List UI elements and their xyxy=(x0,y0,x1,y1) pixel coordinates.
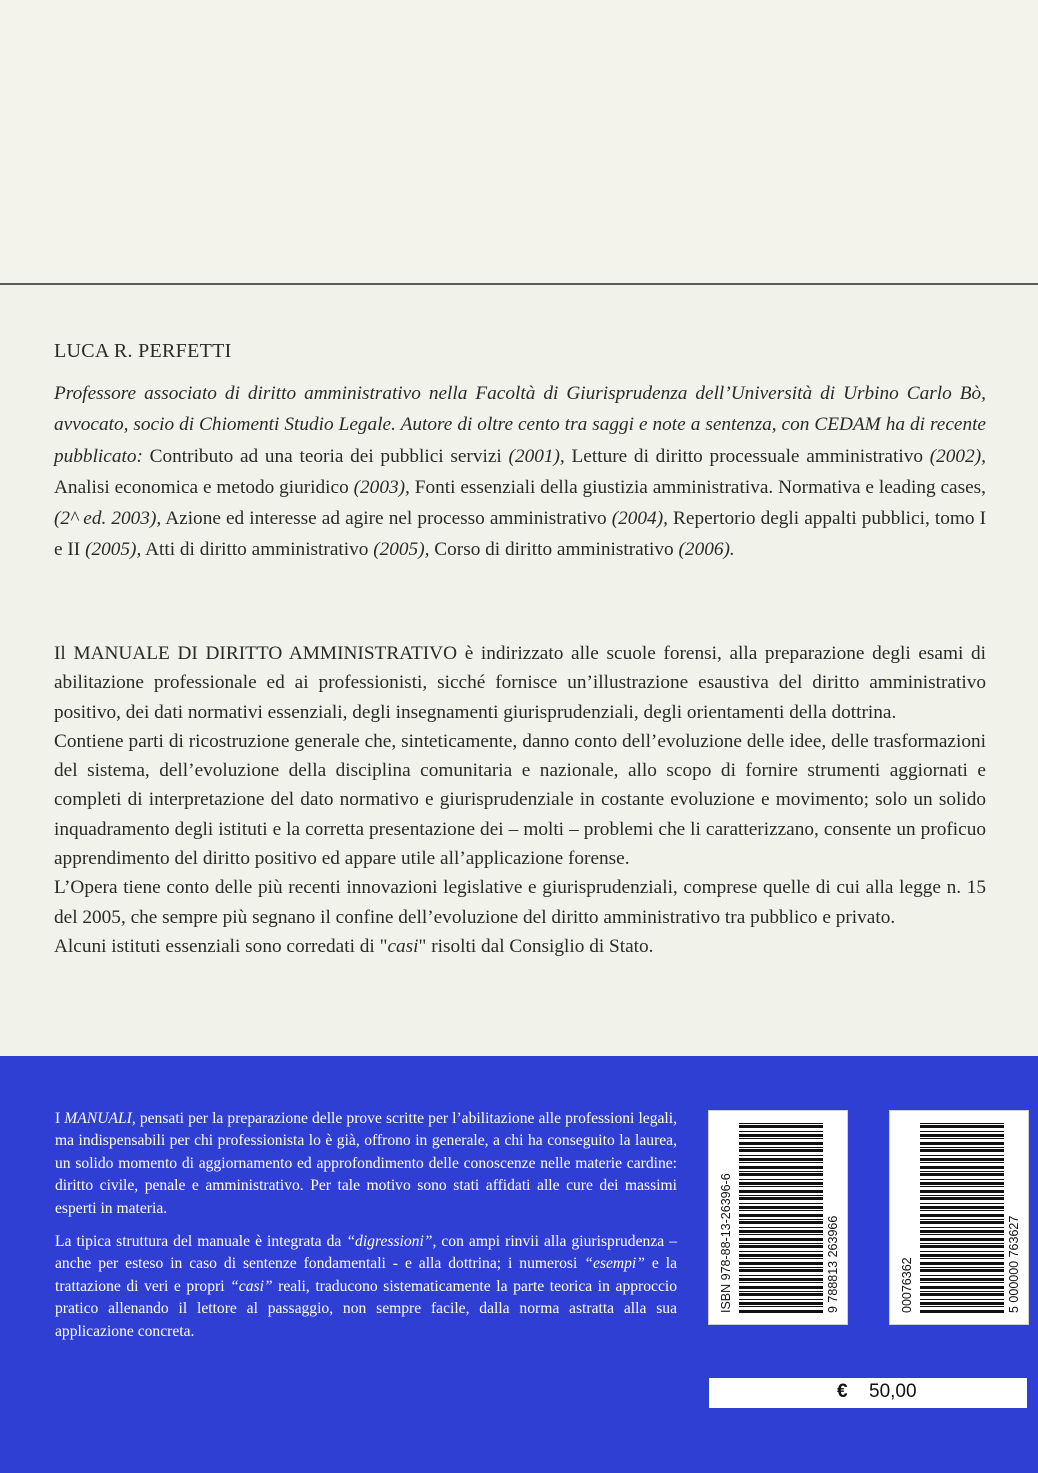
barcode-bar xyxy=(739,1214,823,1217)
barcode-bar xyxy=(739,1138,823,1139)
barcode-bar xyxy=(920,1190,1004,1193)
description-paragraph: Il MANUALE DI DIRITTO AMMINISTRATIVO è indirizzato alle scuole forensi, alla preparazione degli esami di abilitazione professionale ed ai professionisti, sicché fornisce un’illustrazione esaustiva del diritto amministrativo positivo, dei dati normativi essenziali, degli insegnamenti giurisprudenziali, degli orientamenti della dottrina. xyxy=(54,643,986,723)
barcode-bar xyxy=(920,1214,1004,1217)
publication-item: Repertorio degli appalti pubblici, tomo I e II (2005), xyxy=(54,508,986,561)
publication-item: Atti di diritto amministrativo (2005), xyxy=(145,539,430,561)
barcode-bar xyxy=(739,1293,823,1296)
price-barcode-bars xyxy=(920,1123,1004,1313)
barcode-bar xyxy=(739,1179,823,1180)
barcode-bar xyxy=(920,1302,1004,1305)
barcode-bar xyxy=(920,1291,1004,1292)
price-barcode-label: 00076362 xyxy=(900,1257,914,1313)
barcode-bar xyxy=(739,1251,823,1252)
barcode-bar xyxy=(739,1234,823,1235)
barcode-bar xyxy=(739,1245,823,1248)
barcode-bar xyxy=(739,1166,823,1169)
barcode-bar xyxy=(920,1262,1004,1265)
description-paragraph: Contiene parti di ricostruzione generale che, sinteticamente, danno conto dell’evoluzione delle idee, delle trasformazioni del sistema, dell’evoluzione della disciplina comunitaria e nazionale, allo scopo di fornire strumenti aggiornati e completi di interpretazione del dato normativo e giurisprudenziale in costante evoluzione e movimento; solo un solido inquadramento degli istituti e la corretta presentazione dei – molti – problemi che li caratterizzano, consente un proficuo apprendimento del diritto positivo ed appare utile all’applicazione forense. xyxy=(54,730,986,870)
barcode-bar xyxy=(739,1286,823,1289)
barcode-bar xyxy=(920,1131,1004,1132)
barcode-bar xyxy=(920,1123,1004,1124)
barcode-bar xyxy=(920,1258,1004,1259)
barcode-bar xyxy=(920,1310,1004,1313)
barcode-bar xyxy=(739,1131,823,1132)
series-paragraph: La tipica struttura del manuale è integrata da “digressioni”, con ampi rinvii alla giurisprudenza – anche per esteso in caso di sentenze fondamentali - e alla dottrina; i numerosi “esempi” e la trattazione di veri e propri “casi” reali, traducono sistematicamente la parte teorica in approccio pratico allenando il lettore al passaggio, non sempre facile, dalla norma astratta alla sua applicazione concreta. xyxy=(55,1233,677,1340)
barcode-bar xyxy=(920,1269,1004,1272)
barcode-bar xyxy=(920,1206,1004,1209)
barcode-bar xyxy=(739,1149,823,1152)
barcode-bar xyxy=(920,1134,1004,1137)
barcode-bar xyxy=(920,1166,1004,1169)
barcode-bar xyxy=(739,1262,823,1265)
euro-symbol: € xyxy=(837,1381,848,1402)
barcode-bar xyxy=(920,1173,1004,1176)
barcode-bar xyxy=(920,1162,1004,1163)
barcode-bar xyxy=(920,1230,1004,1233)
barcode-bar xyxy=(739,1299,823,1300)
barcode-bar xyxy=(739,1275,823,1276)
price-barcode xyxy=(889,1110,1029,1325)
publication-item: Corso di diritto amministrativo (2006). xyxy=(434,539,735,561)
series-paragraph: I MANUALI, pensati per la preparazione delle prove scritte per l’abilitazione alle professioni legali, ma indispensabili per chi professionista lo è già, offrono in generale, a chi ha conseguito la laurea, un solido momento di aggiornamento ed approfondimento delle conoscenze nelle materie cardine: diritto civile, penale e amministrativo. Per tale motivo sono stati affidati alle cure dei massimi esperti in materia. xyxy=(55,1110,678,1217)
barcode-bar xyxy=(920,1155,1004,1156)
barcode-bar xyxy=(920,1299,1004,1300)
barcode-bar xyxy=(739,1210,823,1211)
barcode-bar xyxy=(920,1254,1004,1257)
barcode-bar xyxy=(739,1310,823,1313)
barcode-bar xyxy=(739,1291,823,1292)
barcode-bar xyxy=(739,1142,823,1145)
barcode-bar xyxy=(920,1195,1004,1196)
barcode-bar xyxy=(739,1219,823,1220)
description-paragraph: L’Opera tiene conto delle più recenti innovazioni legislative e giurisprudenziali, comprese quelle di cui alla legge n. 15 del 2005, che sempre più segnano il confine dell’evoluzione del diritto amministrativo tra pubblico e privato. xyxy=(54,877,986,928)
barcode-bar xyxy=(739,1182,823,1185)
barcode-bar xyxy=(739,1269,823,1272)
barcode-bar xyxy=(920,1267,1004,1268)
barcode-bar xyxy=(739,1171,823,1172)
barcode-bar xyxy=(920,1203,1004,1204)
price-box xyxy=(709,1378,1027,1408)
barcode-bar xyxy=(920,1306,1004,1307)
isbn-digits: 9 788813 263966 xyxy=(826,1215,840,1313)
barcode-bar xyxy=(920,1147,1004,1148)
price-value: 50,00 xyxy=(869,1381,917,1402)
barcode-bar xyxy=(739,1282,823,1283)
barcode-bar xyxy=(920,1282,1004,1283)
barcode-bar xyxy=(920,1278,1004,1281)
barcode-bar xyxy=(739,1278,823,1281)
barcode-bar xyxy=(920,1245,1004,1248)
bio-intro: Professore associato di diritto amministrativo nella Facoltà di Giurisprudenza dell’Università di Urbino Carlo Bò, avvocato, socio di Chiomenti Studio Legale. Autore di oltre cento tra saggi e note a sentenza, con CEDAM ha di recente pubblicato: xyxy=(54,383,986,467)
barcode-bar xyxy=(920,1149,1004,1152)
barcode-bar xyxy=(739,1267,823,1268)
publication-item: Contributo ad una teoria dei pubblici servizi (2001), xyxy=(149,445,565,467)
barcode-bar xyxy=(739,1254,823,1257)
barcode-bar xyxy=(920,1243,1004,1244)
barcode-bar xyxy=(739,1147,823,1148)
barcode-bar xyxy=(739,1238,823,1241)
barcode-bar xyxy=(739,1203,823,1204)
description-paragraph: Alcuni istituti essenziali sono corredati di "casi" risolti dal Consiglio di Stato. xyxy=(54,935,654,957)
barcode-bar xyxy=(739,1134,823,1137)
publication-item: Analisi economica e metodo giuridico (2003), xyxy=(54,476,410,498)
barcode-bar xyxy=(739,1206,823,1209)
barcode-bar xyxy=(739,1258,823,1259)
barcode-bar xyxy=(920,1138,1004,1139)
barcode-bar xyxy=(920,1275,1004,1276)
barcode-bar xyxy=(920,1210,1004,1211)
barcode-bar xyxy=(739,1306,823,1307)
barcode-bar xyxy=(920,1219,1004,1220)
barcode-bar xyxy=(739,1186,823,1187)
barcode-bar xyxy=(920,1142,1004,1145)
publication-item: Letture di diritto processuale amministrativo (2002), xyxy=(571,445,986,467)
barcode-bar xyxy=(739,1195,823,1196)
barcode-bar xyxy=(739,1155,823,1156)
barcode-bar xyxy=(739,1162,823,1163)
author-bio xyxy=(54,378,986,566)
barcode-bar xyxy=(920,1238,1004,1241)
series-description xyxy=(55,1108,677,1343)
book-description xyxy=(54,639,986,961)
barcode-bar xyxy=(920,1125,1004,1128)
barcode-bar xyxy=(739,1221,823,1224)
barcode-bar xyxy=(920,1234,1004,1235)
price-barcode-digits: 5 000000 763627 xyxy=(1007,1215,1021,1313)
barcode-bar xyxy=(920,1221,1004,1224)
barcode-bar xyxy=(920,1179,1004,1180)
barcode-bar xyxy=(920,1182,1004,1185)
author-name: LUCA R. PERFETTI xyxy=(54,340,232,362)
barcode-bar xyxy=(739,1302,823,1305)
barcode-bar xyxy=(739,1197,823,1200)
isbn-label: ISBN 978-88-13-26396-6 xyxy=(719,1173,733,1313)
barcode-bar xyxy=(920,1251,1004,1252)
barcode-bar xyxy=(920,1286,1004,1289)
publication-item: Fonti essenziali della giustizia amministrativa. Normativa e leading cases, (2^ ed. 2003), xyxy=(54,476,986,530)
barcode-bar xyxy=(920,1158,1004,1161)
barcode-bar xyxy=(920,1293,1004,1296)
isbn-barcode xyxy=(708,1110,848,1325)
barcode-bar xyxy=(920,1227,1004,1228)
barcode-bar xyxy=(739,1227,823,1228)
barcode-bar xyxy=(739,1125,823,1128)
barcode-bar xyxy=(739,1230,823,1233)
barcode-bar xyxy=(739,1190,823,1193)
barcode-bar xyxy=(739,1243,823,1244)
barcode-bar xyxy=(739,1173,823,1176)
isbn-barcode-bars xyxy=(739,1123,823,1313)
barcode-bar xyxy=(920,1186,1004,1187)
barcode-bar xyxy=(920,1171,1004,1172)
barcode-bar xyxy=(739,1158,823,1161)
barcode-bar xyxy=(920,1197,1004,1200)
top-blank-area xyxy=(0,0,1038,283)
section-divider xyxy=(0,283,1038,285)
publication-item: Azione ed interesse ad agire nel processo amministrativo (2004), xyxy=(165,508,668,530)
barcode-bar xyxy=(739,1123,823,1124)
